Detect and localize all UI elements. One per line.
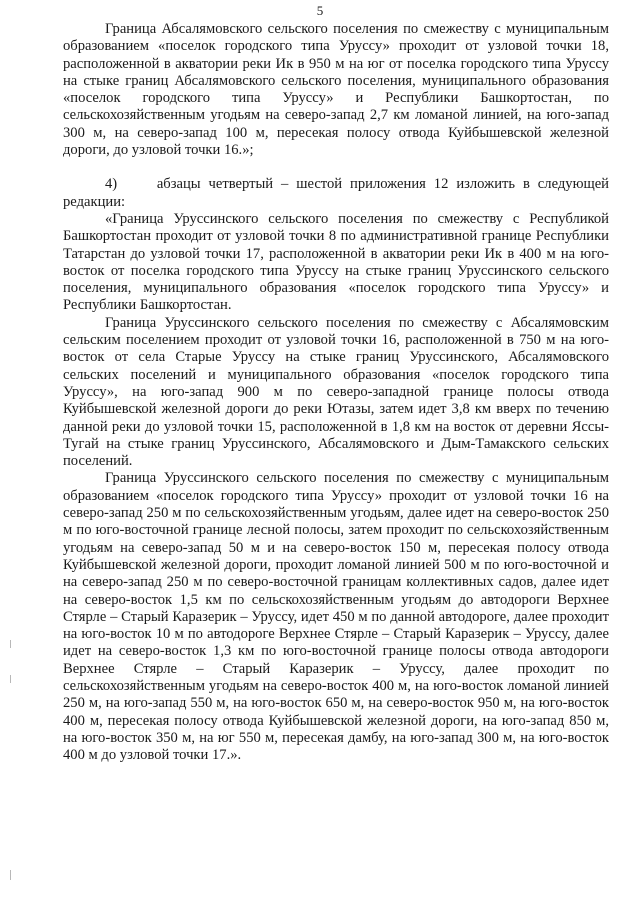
paragraph-absalyamovo-border: Граница Абсалямовского сельского поселения по смежеству с муниципальным образованием «поселок городского типа Уруссу» проходит от узловой точки 18, расположенной в акватории реки Ик в 950 м на юг от поселка городского типа Уруссу на стыке границ Абсалямовского сельского поселения, муниципального образования «поселок городского типа Уруссу» и Республики Башкортостан, по сельскохозяйственным угодьям на северо-запад 2,7 км ломаной линией, на юго-запад 300 м, на северо-запад 100 м, пересекая полосу отвода Куйбышевской железной дороги, до узловой точки 16.»; [63,21,609,159]
paragraph-item-4: 4) абзацы четвертый – шестой приложения 12 изложить в следующей редакции: [63,176,609,210]
margin-scan-mark [10,870,11,880]
paragraph-urussu-settlement-border: Граница Уруссинского сельского поселения по смежеству с муниципальным образованием «поселок городского типа Уруссу» проходит от узловой точки 16 на северо-запад 250 м по сельскохозяйственным угодьям, далее идет на северо-восток 250 м по юго-восточной границе лесной полосы, затем проходит по сельскохозяйственным угодьям на северо-запад 50 м и на северо-восток 150 м, пересекая полосу отвода Куйбышевской железной дороги, проходит ломаной линией 500 м по юго-восточной и на северо-запад 250 м по северо-восточной границам коллективных садов, далее идет на северо-восток 1,5 км по сельскохозяйственным угодьям до автодороги Верхнее Стярле – Старый Каразерик – Уруссу, идет 450 м по данной автодороге, далее проходит на юго-восток 10 м по автодороге Верхнее Стярле – Старый Каразерик – Уруссу, далее идет на северо-восток 1,3 км по юго-восточной границе полосы отвода автодороги Верхнее Стярле – Старый Каразерик – Уруссу, далее проходит по сельскохозяйственным угодьям на северо-восток 400 м, на юго-восток ломаной линией 250 м, на юго-запад 550 м, на юго-восток 650 м, на северо-восток 950 м, на юго-восток 400 м, пересекая полосу отвода Куйбышевской железной дороги, на юго-запад 850 м, на юго-восток 350 м, на юг 550 м, пересекая дамбу, на юго-запад 300 м, на юго-восток 400 м до узловой точки 17.». [63,470,609,764]
margin-scan-mark [10,675,11,683]
paragraph-urussu-absalyamovo-border: Граница Уруссинского сельского поселения по смежеству с Абсалямовским сельским поселением проходит от узловой точки 16, расположенной в 750 м на юго-восток от села Старые Уруссу на стыке границ Уруссинского, Абсалямовского сельских поселений и муниципального образования «поселок городского типа Уруссу», на юго-запад 900 м по северо-западной границе полосы отвода Куйбышевской железной дороги до реки Ютазы, затем идет 3,8 км вверх по течению данной реки до узловой точки 15, расположенной в 1,8 км на восток от деревни Яссы-Тугай на стыке границ Уруссинского, Абсалямовского и Дым-Тамакского сельских поселений. [63,314,609,470]
paragraph-urussu-bashkortostan-border: «Граница Уруссинского сельского поселения по смежеству с Республикой Башкортостан проходит от узловой точки 8 по административной границе Республики Татарстан до узловой точки 17, расположенной в акватории реки Ик в 400 м на юго-восток от поселка городского типа Уруссу на стыке границ Уруссинского сельского поселения, муниципального образования «поселок городского типа Уруссу» и Республики Башкортостан. [63,210,609,314]
document-body [63,21,609,764]
margin-scan-mark [10,640,11,648]
page-number: 5 [316,3,324,18]
